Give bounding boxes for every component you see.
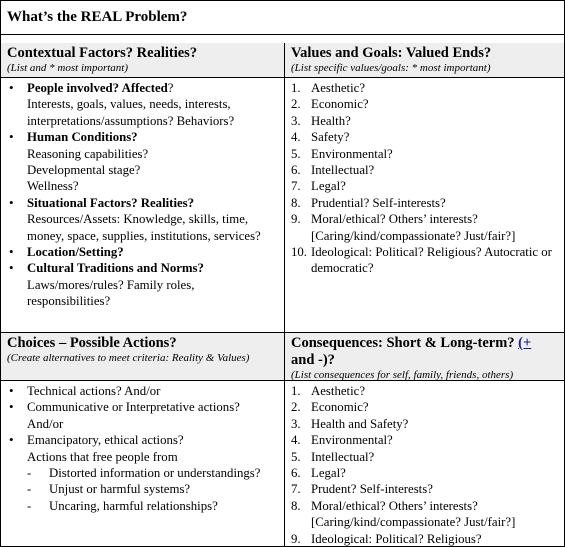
list-item: 8. Moral/ethical? Others’ interests? [Caring/kind/compassionate? Just/fair?]	[291, 498, 516, 530]
list-item: • Location/Setting?	[3, 244, 278, 260]
choices-subheading: (Create alternatives to meet criteria: Reality & Values)	[7, 352, 250, 364]
values-goals-body	[285, 79, 564, 332]
choices-body	[1, 382, 284, 546]
list-item: • People involved? Affected? Interests, goals, values, needs, interests, interpretations/assumptions? Behaviors?	[3, 80, 278, 129]
choices-list	[3, 383, 278, 465]
list-item: 7. Legal?	[291, 179, 346, 194]
list-item: 5. Environmental?	[291, 146, 393, 161]
list-item: 10. Ideological: Political? Religious? Autocratic or democratic?	[291, 245, 552, 276]
list-item: • Situational Factors? Realities? Resources/Assets: Knowledge, skills, time, money, space, supplies, institutions, services?	[3, 195, 278, 244]
choices-heading: Choices – Possible Actions?	[7, 335, 177, 351]
list-item: • Technical actions? And/or	[3, 383, 278, 399]
list-item: - Uncaring, harmful relationships?	[3, 498, 278, 514]
contextual-factors-header	[1, 43, 284, 78]
list-item: 3. Health?	[291, 113, 351, 128]
list-item: - Distorted information or understandings?	[3, 465, 278, 481]
list-item: 3. Health and Safety?	[291, 416, 409, 431]
column-divider	[284, 43, 285, 546]
list-item: • Communicative or Interpretative actions? And/or	[3, 399, 278, 432]
list-item: 8. Prudential? Self-interests?	[291, 195, 446, 210]
values-goals-subheading: (List specific values/goals: * most important)	[291, 62, 491, 74]
consequences-subheading: (List consequences for self, family, friends, others)	[291, 369, 514, 381]
list-item: 4. Safety?	[291, 130, 350, 145]
contextual-factors-heading: Contextual Factors? Realities?	[7, 45, 198, 61]
list-item: 1. Aesthetic?	[291, 81, 366, 95]
choices-sublist	[3, 465, 278, 514]
values-goals-heading: Values and Goals: Valued Ends?	[291, 45, 492, 61]
list-item: • Human Conditions? Reasoning capabilities? Developmental stage? Wellness?	[3, 129, 278, 195]
values-goals-list	[285, 80, 560, 277]
contextual-factors-list	[3, 80, 278, 310]
plus-minus-link[interactable]: (+	[518, 335, 532, 351]
consequences-header	[285, 333, 564, 381]
list-item: 2. Economic?	[291, 97, 369, 112]
consequences-heading: Consequences: Short & Long-term? (+ and -)?	[291, 335, 532, 368]
list-item: 6. Legal?	[291, 466, 346, 481]
title-row	[1, 1, 564, 35]
list-item: 9. Ideological: Political? Religious?	[291, 531, 482, 546]
choices-header	[1, 333, 284, 381]
list-item: - Unjust or harmful systems?	[3, 481, 278, 497]
list-item: 7. Prudent? Self-interests?	[291, 482, 433, 497]
consequences-body	[285, 382, 564, 546]
values-goals-header	[285, 43, 564, 78]
list-item: 4. Environmental?	[291, 433, 393, 448]
list-item: 1. Aesthetic?	[291, 384, 366, 398]
list-item: 5. Intellectual?	[291, 449, 375, 464]
contextual-factors-body	[1, 79, 284, 332]
list-item: • Cultural Traditions and Norms? Laws/mores/rules? Family roles, responsibilities?	[3, 260, 278, 309]
contextual-factors-subheading: (List and * most important)	[7, 62, 129, 74]
list-item: 9. Moral/ethical? Others’ interests? [Caring/kind/compassionate? Just/fair?]	[291, 212, 516, 243]
worksheet-title: What’s the REAL Problem?	[7, 9, 188, 25]
list-item: 2. Economic?	[291, 400, 369, 415]
list-item: 6. Intellectual?	[291, 163, 375, 178]
list-item: • Emancipatory, ethical actions? Actions that free people from	[3, 432, 278, 465]
consequences-list	[285, 383, 560, 546]
